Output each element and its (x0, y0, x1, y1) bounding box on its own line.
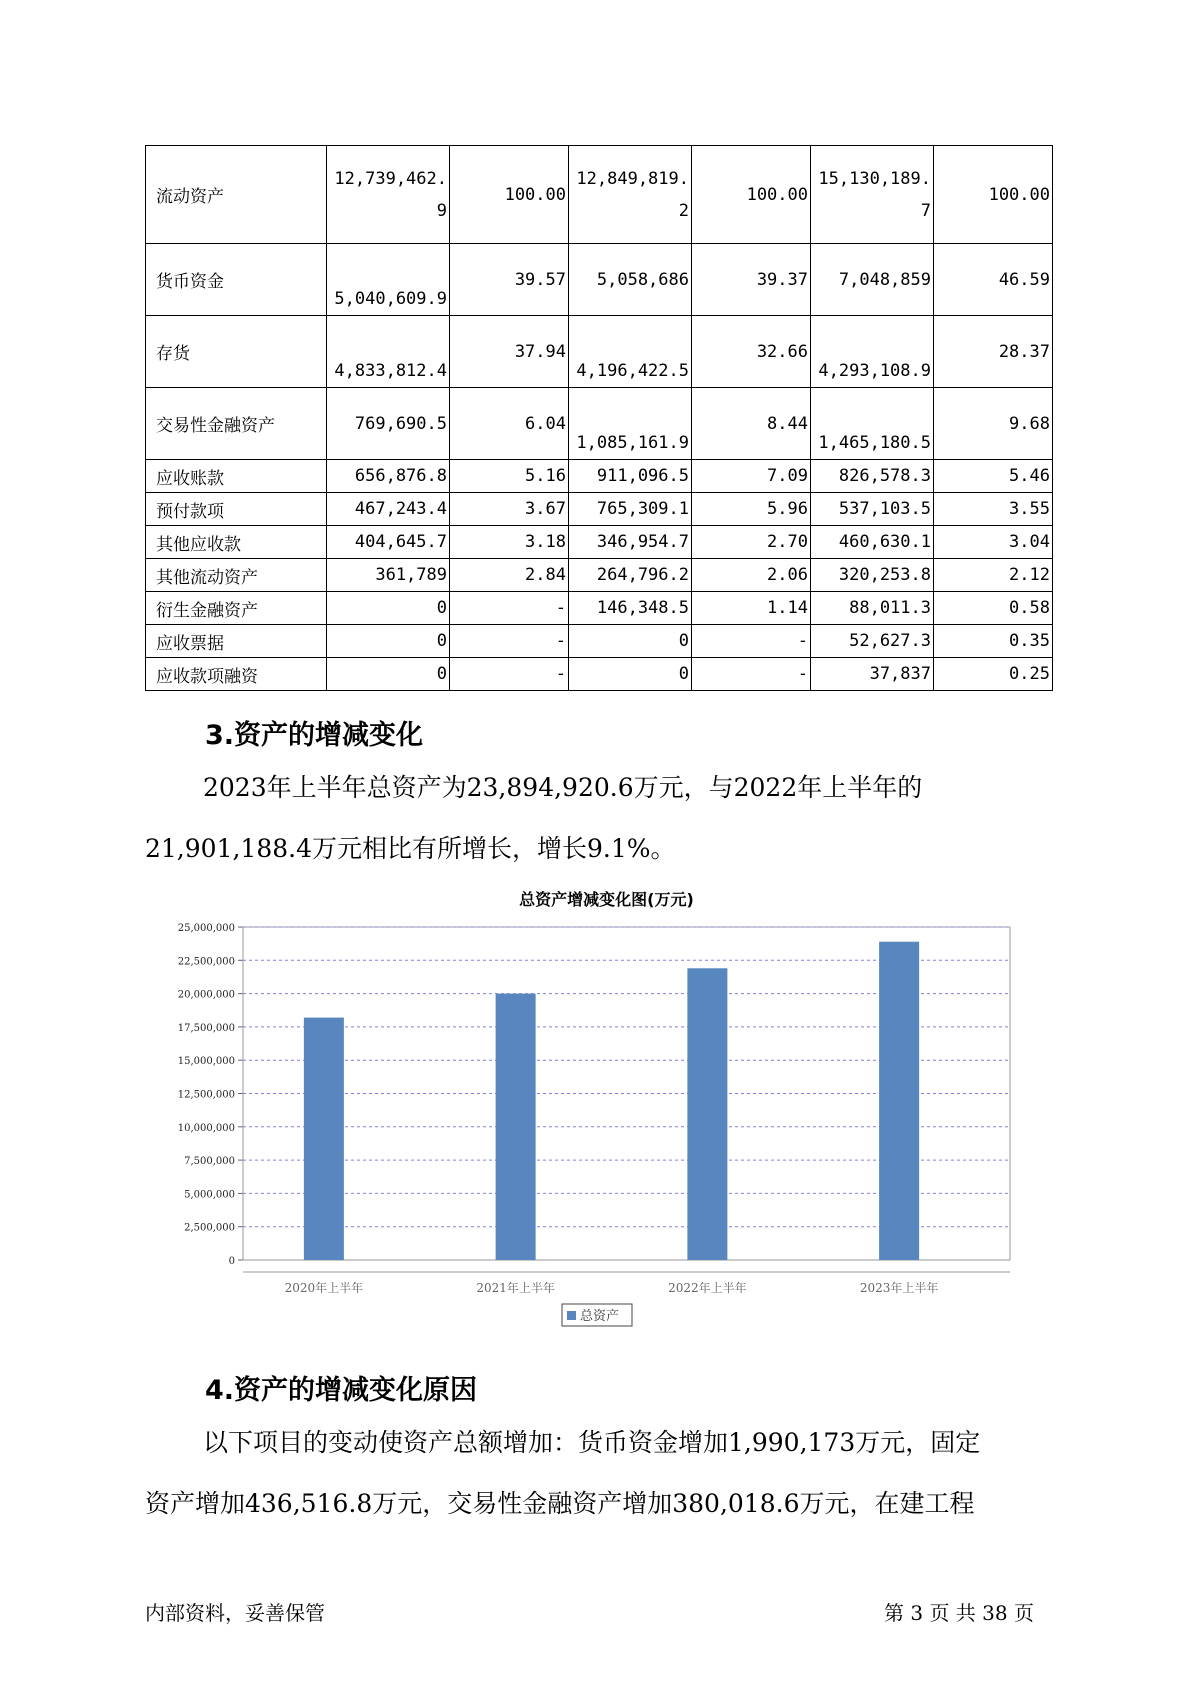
cell-p3: 100.00 (934, 146, 1053, 244)
cell-p1: - (450, 625, 569, 658)
table-row (146, 526, 1053, 559)
cell-p3: 0.35 (934, 625, 1053, 658)
y-tick-label: 0 (228, 1256, 235, 1267)
cell-p2: 32.66 (692, 316, 811, 388)
bar (304, 1018, 344, 1260)
cell-p3: 2.12 (934, 559, 1053, 592)
y-tick-label: 10,000,000 (177, 1122, 235, 1134)
y-tick-label: 25,000,000 (177, 923, 235, 934)
cell-c2: 5,058,686 (569, 244, 692, 316)
cell-name: 应收票据 (146, 625, 327, 658)
cell-p1: 100.00 (450, 146, 569, 244)
table-row (146, 559, 1053, 592)
table-row (146, 388, 1053, 460)
section-3-line-1: 2023年上半年总资产为23,894,920.6万元，与2022年上半年的 (203, 773, 923, 802)
cell-c3: 88,011.3 (811, 592, 934, 625)
cell-p1: 5.16 (450, 460, 569, 493)
x-tick-label: 2020年上半年 (284, 1281, 364, 1295)
cell-c3: 7,048,859 (811, 244, 934, 316)
cell-p3: 5.46 (934, 460, 1053, 493)
x-tick-label: 2022年上半年 (668, 1281, 747, 1295)
y-tick-label: 7,500,000 (184, 1156, 235, 1168)
cell-p2: 8.44 (692, 388, 811, 460)
x-tick-label: 2023年上半年 (859, 1281, 939, 1295)
cell-p2: 39.37 (692, 244, 811, 316)
cell-p3: 9.68 (934, 388, 1053, 460)
section-4-line-1: 以下项目的变动使资产总额增加：货币资金增加1,990,173万元，固定 (203, 1428, 981, 1457)
cell-p3: 0.58 (934, 592, 1053, 625)
cell-c3: 4,293,108.9 (811, 316, 934, 388)
cell-name: 预付款项 (146, 493, 327, 526)
cell-name: 其他应收款 (146, 526, 327, 559)
section-3-heading: 3.资产的增减变化 (205, 720, 424, 751)
x-tick-label: 2021年上半年 (476, 1281, 555, 1295)
cell-p3: 3.55 (934, 493, 1053, 526)
cell-name: 货币资金 (146, 244, 327, 316)
bar (687, 968, 727, 1260)
table-row (146, 625, 1053, 658)
cell-p2: 5.96 (692, 493, 811, 526)
y-tick-label: 20,000,000 (177, 989, 235, 1001)
cell-name: 应收账款 (146, 460, 327, 493)
bar (496, 994, 536, 1260)
cell-c2: 1,085,161.9 (569, 388, 692, 460)
cell-c3: 537,103.5 (811, 493, 934, 526)
cell-p3: 3.04 (934, 526, 1053, 559)
cell-c3: 1,465,180.5 (811, 388, 934, 460)
cell-c3: 320,253.8 (811, 559, 934, 592)
cell-name: 其他流动资产 (146, 559, 327, 592)
table-row (146, 316, 1053, 388)
cell-p2: 2.06 (692, 559, 811, 592)
cell-c1: 12,739,462.9 (327, 146, 450, 244)
section-4-heading: 4.资产的增减变化原因 (205, 1375, 478, 1406)
section-3-line-2: 21,901,188.4万元相比有所增长，增长9.1%。 (145, 834, 676, 863)
cell-p1: 3.18 (450, 526, 569, 559)
cell-p3: 28.37 (934, 316, 1053, 388)
cell-c2: 346,954.7 (569, 526, 692, 559)
cell-c2: 0 (569, 658, 692, 691)
cell-c1: 4,833,812.4 (327, 316, 450, 388)
cell-c2: 264,796.2 (569, 559, 692, 592)
cell-p1: 6.04 (450, 388, 569, 460)
table-row (146, 146, 1053, 244)
total-assets-chart (150, 880, 1020, 1330)
footer-left: 内部资料，妥善保管 (145, 1601, 325, 1625)
cell-name: 衍生金融资产 (146, 592, 327, 625)
bar (879, 942, 919, 1260)
cell-p1: 39.57 (450, 244, 569, 316)
cell-name: 存货 (146, 316, 327, 388)
cell-c1: 5,040,609.9 (327, 244, 450, 316)
cell-c2: 0 (569, 625, 692, 658)
cell-p2: 100.00 (692, 146, 811, 244)
cell-c2: 4,196,422.5 (569, 316, 692, 388)
cell-c1: 0 (327, 658, 450, 691)
cell-p2: 2.70 (692, 526, 811, 559)
cell-p2: 1.14 (692, 592, 811, 625)
cell-c1: 0 (327, 592, 450, 625)
cell-c1: 0 (327, 625, 450, 658)
cell-c3: 37,837 (811, 658, 934, 691)
table-row (146, 592, 1053, 625)
y-tick-label: 2,500,000 (184, 1222, 235, 1234)
cell-c1: 769,690.5 (327, 388, 450, 460)
cell-p3: 0.25 (934, 658, 1053, 691)
table-row (146, 460, 1053, 493)
cell-c2: 911,096.5 (569, 460, 692, 493)
y-tick-label: 5,000,000 (184, 1189, 235, 1201)
cell-c3: 826,578.3 (811, 460, 934, 493)
cell-name: 流动资产 (146, 146, 327, 244)
section-4-line-2: 资产增加436,516.8万元，交易性金融资产增加380,018.6万元，在建工程 (145, 1489, 975, 1518)
cell-p2: - (692, 658, 811, 691)
cell-c2: 146,348.5 (569, 592, 692, 625)
cell-p1: 2.84 (450, 559, 569, 592)
cell-p1: - (450, 592, 569, 625)
cell-c1: 467,243.4 (327, 493, 450, 526)
table-row (146, 493, 1053, 526)
cell-p2: - (692, 625, 811, 658)
legend-swatch (567, 1311, 576, 1320)
y-tick-label: 22,500,000 (177, 956, 235, 968)
chart-title: 总资产增减变化图(万元) (519, 890, 694, 909)
y-tick-label: 17,500,000 (177, 1022, 235, 1034)
cell-c3: 15,130,189.7 (811, 146, 934, 244)
cell-p2: 7.09 (692, 460, 811, 493)
cell-name: 交易性金融资产 (146, 388, 327, 460)
y-tick-label: 15,000,000 (177, 1056, 235, 1068)
cell-c3: 52,627.3 (811, 625, 934, 658)
footer-page-number: 第 3 页 共 38 页 (884, 1601, 1034, 1625)
cell-p1: 3.67 (450, 493, 569, 526)
cell-c1: 361,789 (327, 559, 450, 592)
cell-p3: 46.59 (934, 244, 1053, 316)
legend-label: 总资产 (580, 1309, 620, 1324)
cell-c1: 404,645.7 (327, 526, 450, 559)
cell-c2: 12,849,819.2 (569, 146, 692, 244)
table-row (146, 244, 1053, 316)
cell-p1: 37.94 (450, 316, 569, 388)
cell-p1: - (450, 658, 569, 691)
y-tick-label: 12,500,000 (177, 1089, 235, 1101)
table-row (146, 658, 1053, 691)
cell-c2: 765,309.1 (569, 493, 692, 526)
current-assets-table (145, 145, 1053, 691)
cell-c1: 656,876.8 (327, 460, 450, 493)
cell-name: 应收款项融资 (146, 658, 327, 691)
cell-c3: 460,630.1 (811, 526, 934, 559)
